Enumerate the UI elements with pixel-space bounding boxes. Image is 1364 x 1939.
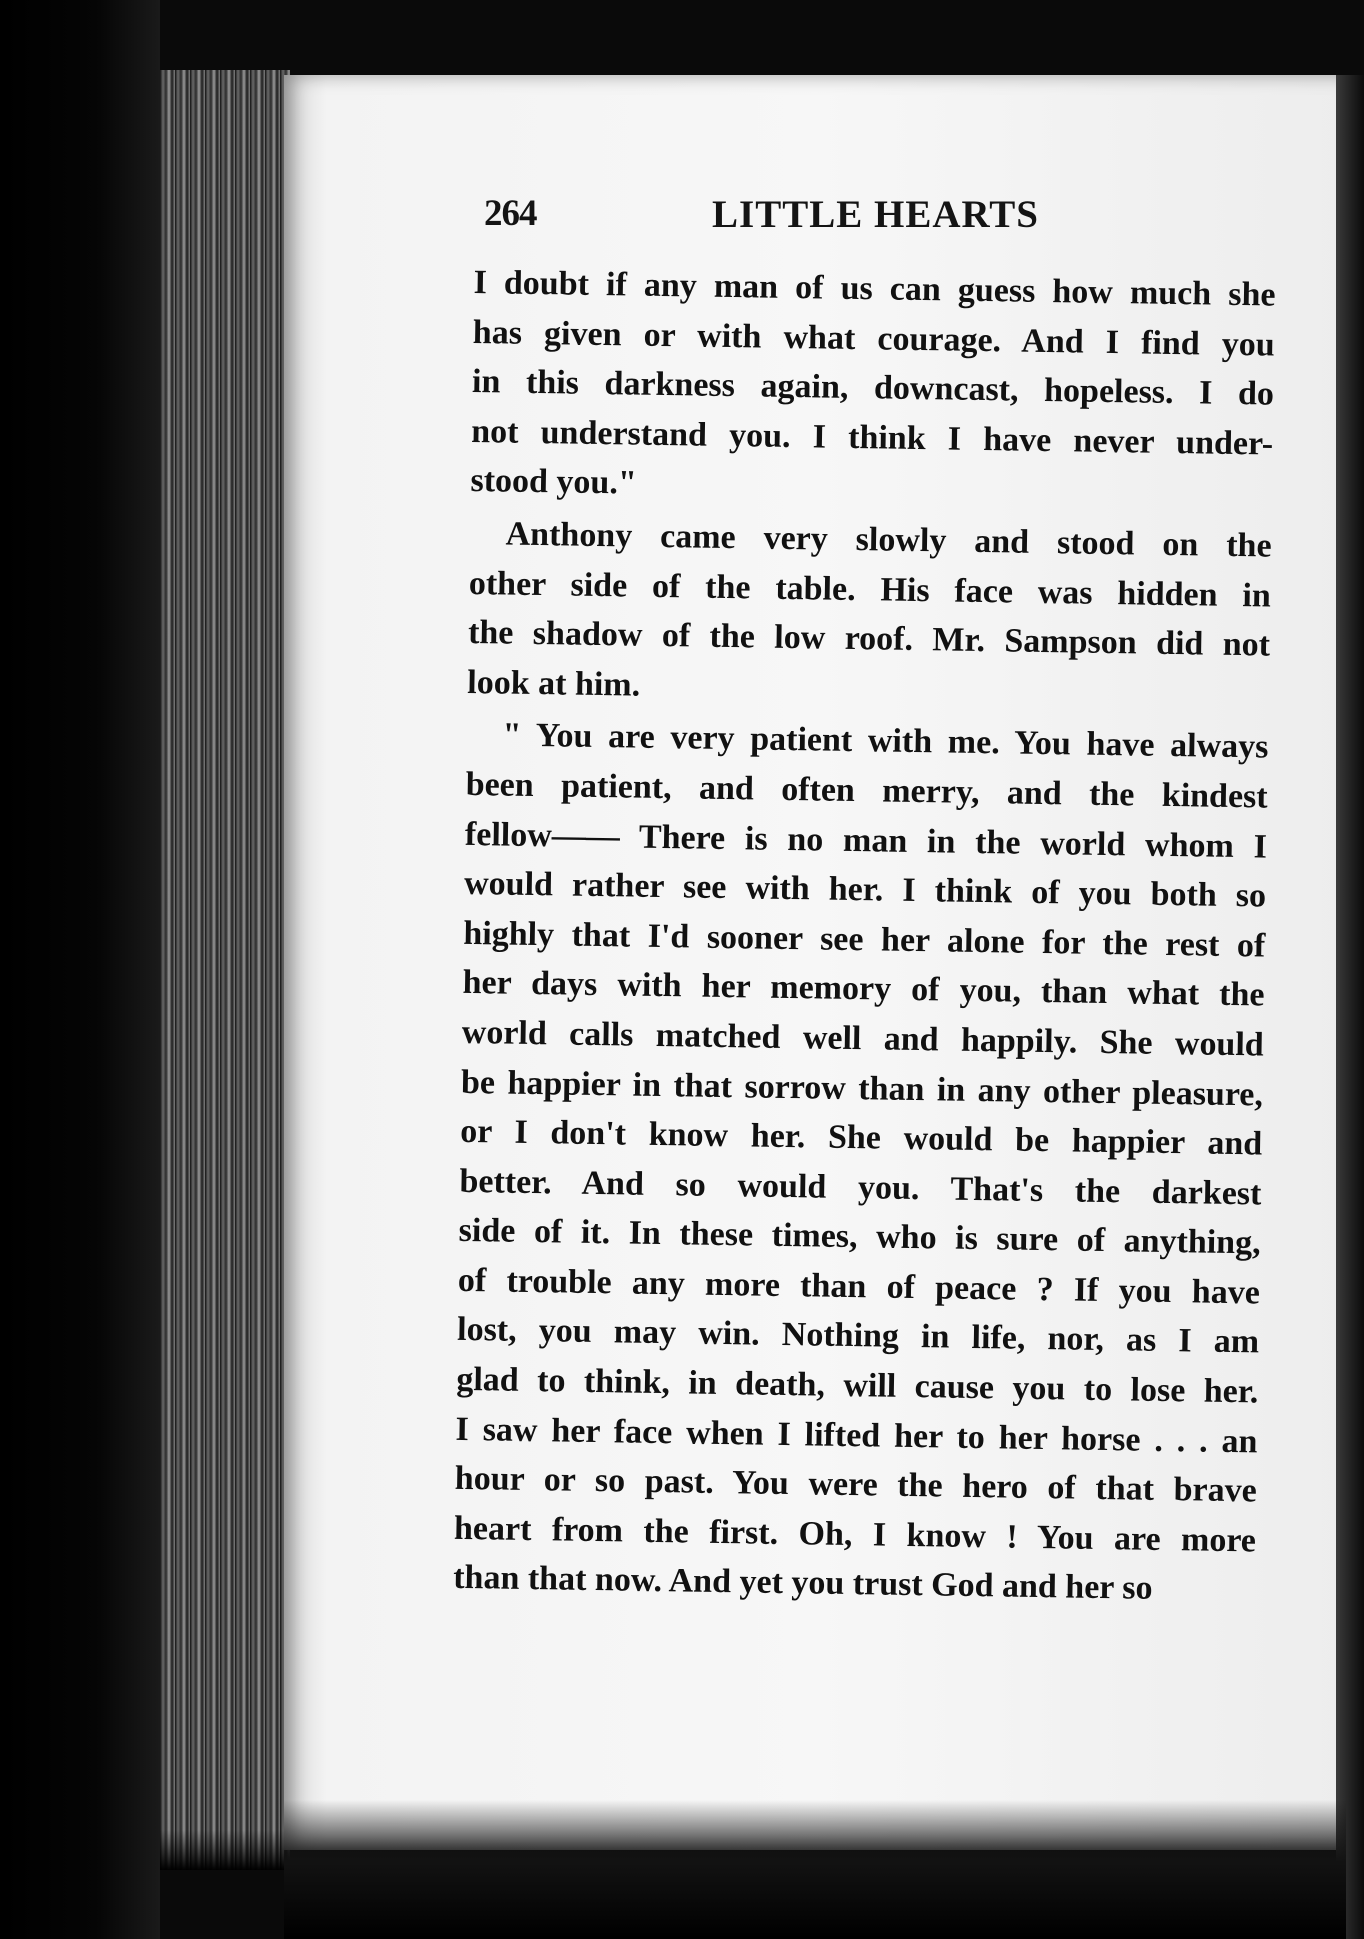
text-line: hour or so past. You were the hero of that brave — [454, 1460, 1258, 1510]
text-line: lost, you may win. Nothing in life, nor, as I am — [456, 1311, 1260, 1361]
text-line: other side of the table. His face was hidden in — [468, 564, 1272, 615]
page-bottom-shadow — [284, 1800, 1346, 1939]
text-line: her days with her memory of you, than what the — [462, 964, 1265, 1014]
text-line: " You are very patient with me. You have always — [502, 716, 1269, 766]
text-line: better. And so would you. That's the darkest — [459, 1162, 1262, 1213]
text-line: be happier in that sorrow than in any other pleasure, — [460, 1063, 1264, 1113]
text-line: I doubt if any man of us can guess how much she — [473, 263, 1276, 314]
text-line: than that now. And yet you trust God and her so — [452, 1559, 1153, 1608]
running-head: LITTLE HEARTS — [712, 193, 1039, 236]
text-line: or I don't know her. She would be happier and — [459, 1112, 1263, 1163]
text-line: side of it. In these times, who is sure of anything, — [458, 1212, 1261, 1262]
paragraph — [453, 710, 1269, 1615]
book-page-edges — [160, 70, 290, 1870]
scan-border-right — [1336, 75, 1364, 1939]
paragraph — [467, 509, 1272, 720]
page-number: 264 — [484, 193, 537, 234]
text-line: heart from the first. Oh, I know ! You are more — [453, 1509, 1257, 1560]
text-line: been patient, and often merry, and the kindest — [465, 765, 1268, 816]
text-line: Anthony came very slowly and stood on the — [505, 515, 1272, 565]
body-text — [453, 258, 1276, 1615]
text-line: has given or with what courage. And I find you — [472, 313, 1276, 364]
text-line: not understand you. I think I have never under- — [470, 412, 1274, 463]
text-line: stood you." — [470, 462, 638, 502]
text-line: highly that I'd sooner see her alone for the rest of — [463, 914, 1266, 965]
text-line: would rather see with her. I think of you both so — [463, 865, 1267, 915]
text-line: world calls matched well and happily. She would — [461, 1013, 1265, 1064]
text-line: in this darkness again, downcast, hopeless. I do — [471, 363, 1275, 413]
text-line: look at him. — [467, 663, 641, 704]
text-line: glad to think, in death, will cause you to lose her. — [456, 1360, 1259, 1411]
page-header — [484, 192, 1054, 244]
paragraph — [470, 258, 1276, 519]
text-line: the shadow of the low roof. Mr. Sampson did not — [467, 614, 1271, 664]
text-line: of trouble any more than of peace ? If you have — [457, 1261, 1261, 1312]
text-line: fellow—— There is no man in the world whom I — [464, 815, 1268, 866]
text-line: I saw her face when I lifted her to her horse . . . an — [455, 1410, 1258, 1461]
scan-border — [0, 0, 160, 1939]
